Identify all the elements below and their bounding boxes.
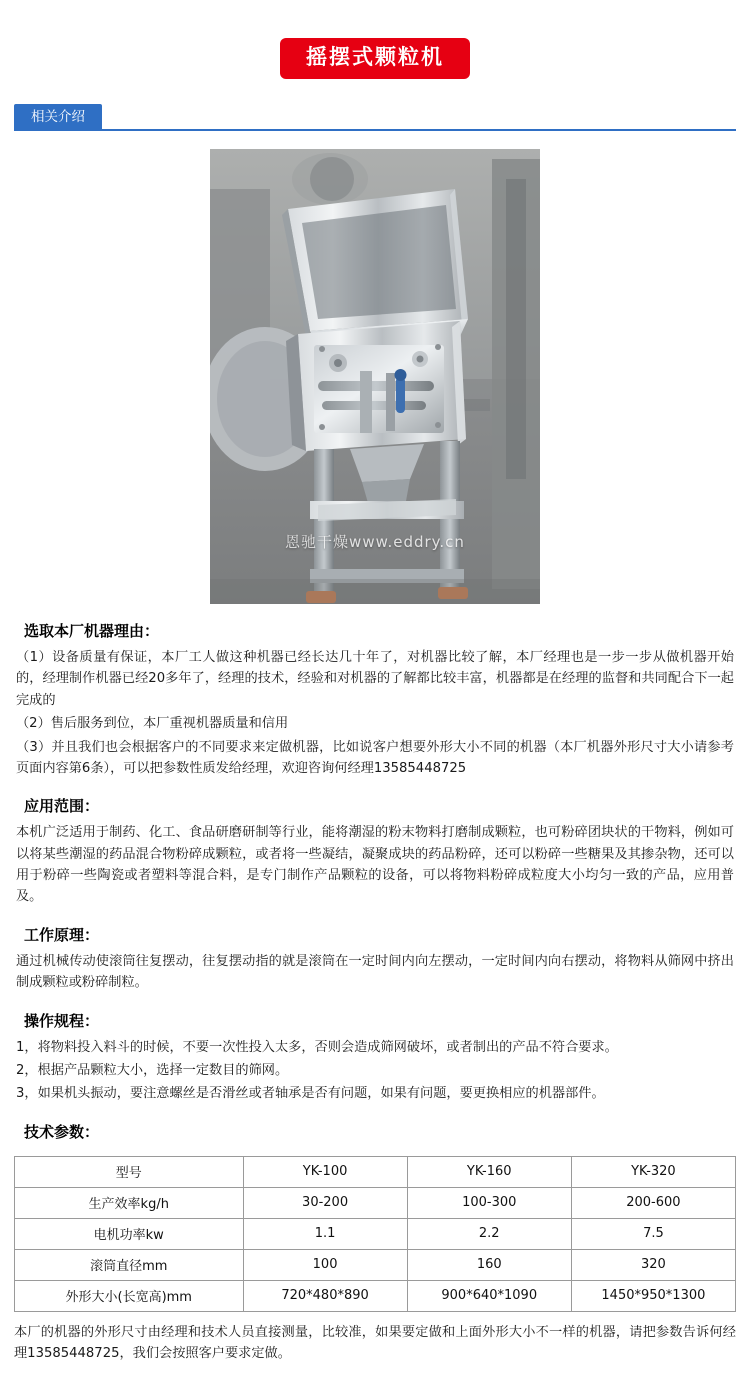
table-cell: 7.5	[571, 1218, 735, 1249]
table-cell: 720*480*890	[243, 1280, 407, 1311]
section-paragraph: （1）设备质量有保证，本厂工人做这种机器已经长达几十年了，对机器比较了解，本厂经理也是一步一步从做机器开始的，经理制作机器已经20多年了，经理的技术，经验和对机器的了解都比较丰富，机器都是在经理的监督和共同配合下一起完成的	[16, 650, 734, 708]
section-paragraph: 1，将物料投入料斗的时候，不要一次性投入太多，否则会造成筛网破坏，或者制出的产品不符合要求。	[16, 1039, 618, 1055]
section-heading-application: 应用范围：	[24, 797, 100, 816]
section-heading-operation: 操作规程：	[24, 1011, 100, 1030]
section-paragraph: 2，根据产品颗粒大小，选择一定数目的筛网。	[16, 1062, 289, 1078]
tab-related-intro[interactable]: 相关介绍	[14, 104, 102, 132]
spec-table	[14, 1156, 736, 1312]
table-cell: 1450*950*1300	[571, 1280, 735, 1311]
table-row	[15, 1280, 736, 1311]
table-cell: 900*640*1090	[407, 1280, 571, 1311]
table-cell: 1.1	[243, 1218, 407, 1249]
table-cell: 160	[407, 1249, 571, 1280]
section-paragraph: 通过机械传动使滚筒往复摆动，往复摆动指的就是滚筒在一定时间内向左摆动，一定时间内向右摆动，将物料从筛网中挤出制成颗粒或粉碎制粒。	[16, 953, 734, 991]
table-cell: 生产效率kg/h	[15, 1187, 244, 1218]
section-heading-principle: 工作原理：	[24, 925, 100, 944]
table-cell: YK-100	[243, 1156, 407, 1187]
page-title: 摇摆式颗粒机	[280, 38, 470, 79]
article-content	[0, 620, 750, 1142]
product-photo	[210, 149, 540, 604]
table-cell: 外形大小(长宽高)mm	[15, 1280, 244, 1311]
image-watermark: 恩驰干燥www.eddry.cn	[285, 533, 465, 551]
section-paragraph: 本机广泛适用于制药、化工、食品研磨研制等行业，能将潮湿的粉末物料打磨制成颗粒，也可粉碎团块状的干物料，例如可以将某些潮湿的药品混合物粉碎成颗粒，或者将一些凝结，凝聚成块的药品粉碎，还可以粉碎一些糖果及其掺杂物，还可以用于粉碎一些陶瓷或者塑料等混合料，是专门制作产品颗粒的设备，可以将物料粉碎成粒度大小均匀一致的产品，应用普及。	[16, 825, 734, 905]
section-paragraph: （2）售后服务到位，本厂重视机器质量和信用	[16, 716, 289, 732]
table-cell: 320	[571, 1249, 735, 1280]
table-row	[15, 1218, 736, 1249]
table-cell: 100-300	[407, 1187, 571, 1218]
table-footnote: 本厂的机器的外形尺寸由经理和技术人员直接测量，比较准，如果要定做和上面外形大小不一样的机器，请把参数告诉何经理13585448725，我们会按照客户要求定做。	[14, 1324, 736, 1361]
table-cell: 30-200	[243, 1187, 407, 1218]
section-heading-reasons: 选取本厂机器理由：	[24, 622, 160, 640]
table-cell: 200-600	[571, 1187, 735, 1218]
product-image-area	[0, 149, 750, 604]
table-cell: YK-160	[407, 1156, 571, 1187]
tabbar	[0, 101, 750, 131]
table-cell: YK-320	[571, 1156, 735, 1187]
table-cell: 2.2	[407, 1218, 571, 1249]
table-row	[15, 1156, 736, 1187]
section-paragraph: （3）并且我们也会根据客户的不同要求来定做机器，比如说客户想要外形大小不同的机器（本厂机器外形尺寸大小请参考页面内容第6条），可以把参数性质发给经理，欢迎咨询何经理13585448725	[16, 739, 734, 776]
section-heading-specs: 技术参数：	[24, 1122, 100, 1141]
table-cell: 电机功率kw	[15, 1218, 244, 1249]
section-paragraph: 3，如果机头振动，要注意螺丝是否滑丝或者轴承是否有问题，如果有问题，要更换相应的机器部件。	[16, 1086, 605, 1102]
table-cell: 100	[243, 1249, 407, 1280]
tabbar-rule	[14, 129, 736, 131]
table-row	[15, 1249, 736, 1280]
table-cell: 滚筒直径mm	[15, 1249, 244, 1280]
table-cell: 型号	[15, 1156, 244, 1187]
table-row	[15, 1187, 736, 1218]
spec-table-wrap	[0, 1156, 750, 1312]
page-title-area	[0, 0, 750, 79]
